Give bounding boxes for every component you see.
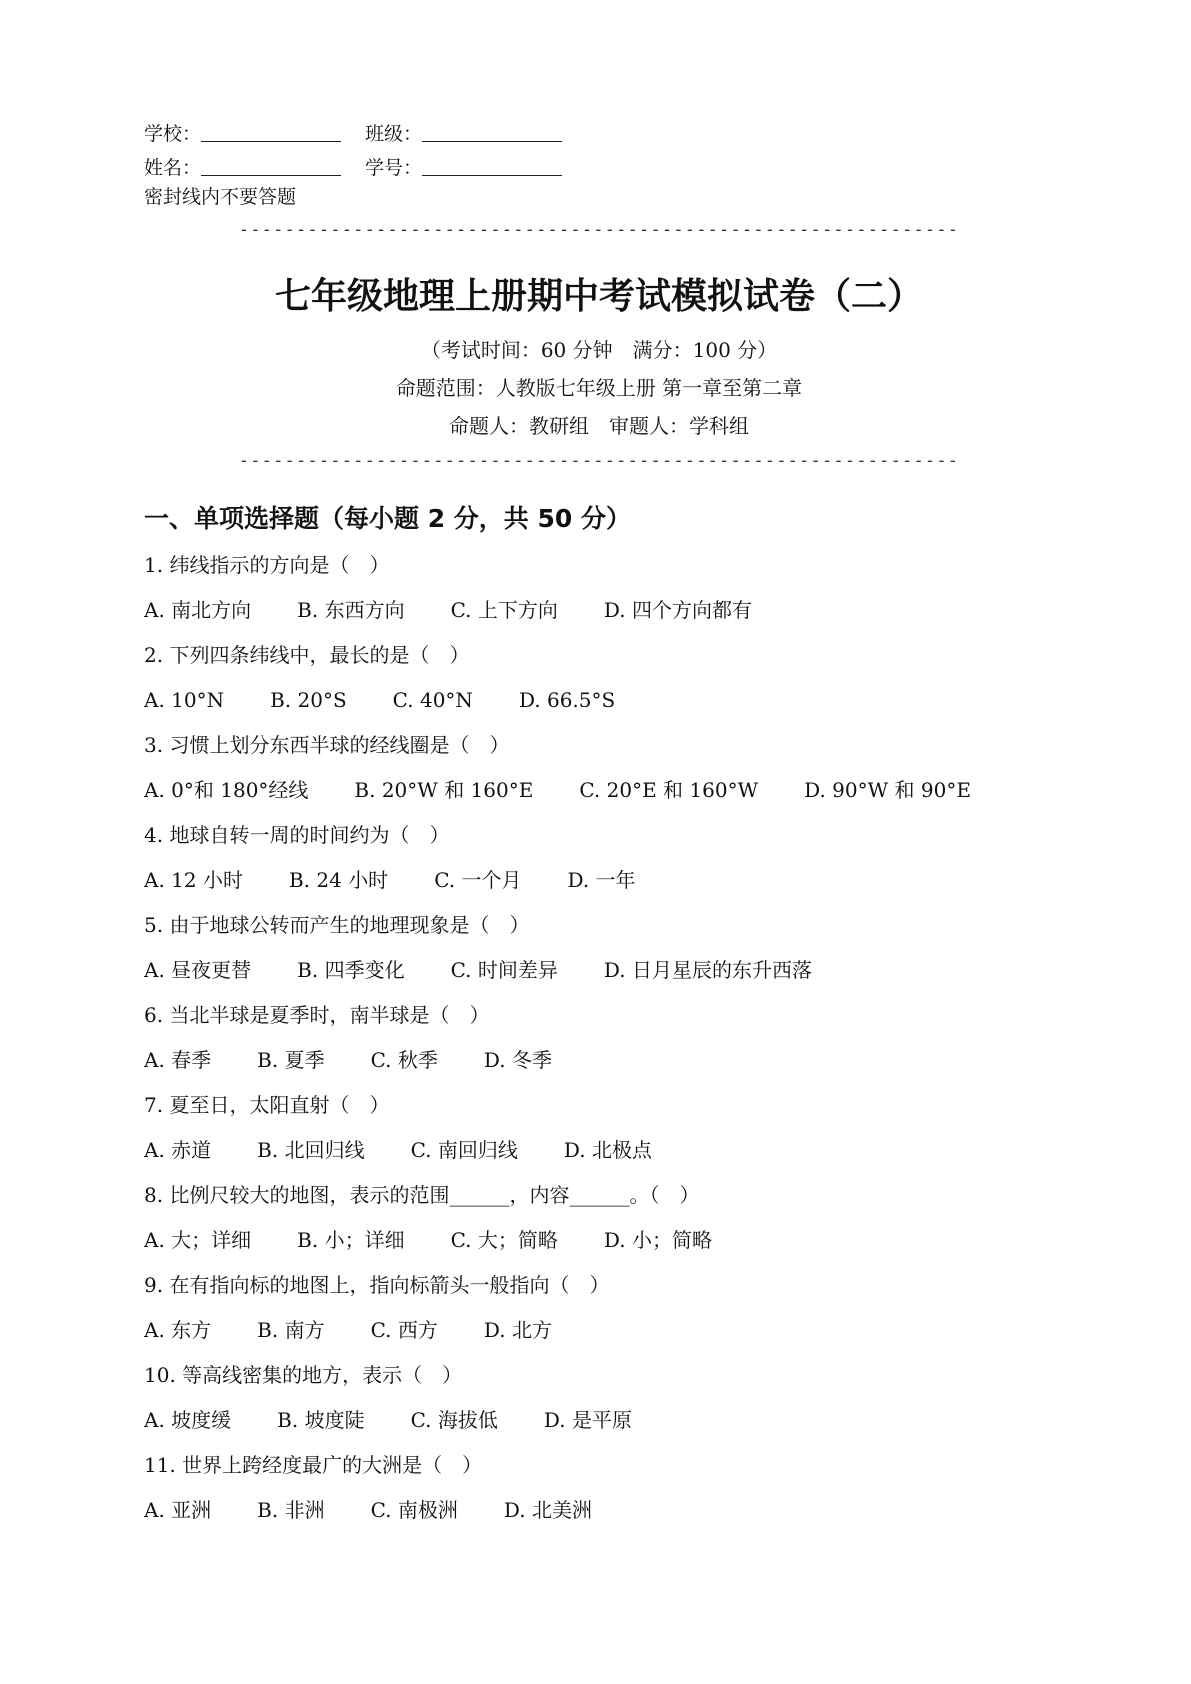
answer-option: D. 一年 [567, 868, 636, 892]
student-no-field [365, 153, 586, 180]
answer-option: B. 小；详细 [297, 1228, 405, 1252]
question-options [144, 948, 1054, 993]
answer-option: A. 南北方向 [144, 598, 252, 622]
answer-option: A. 亚洲 [144, 1498, 212, 1522]
exam-page [144, 112, 1054, 1533]
answer-option: A. 10°N [144, 688, 225, 712]
answer-option: C. 时间差异 [450, 958, 558, 982]
question-options [144, 1488, 1054, 1533]
answer-option: B. 东西方向 [297, 598, 405, 622]
answer-option: C. 上下方向 [450, 598, 558, 622]
class-blank [422, 141, 562, 142]
question-options [144, 1128, 1054, 1173]
exam-authors: 命题人：教研组 审题人：学科组 [449, 414, 749, 438]
answer-option: A. 昼夜更替 [144, 958, 252, 982]
answer-option: A. 大；详细 [144, 1228, 252, 1252]
answer-option: B. 坡度陡 [277, 1408, 365, 1432]
exam-scope: 命题范围：人教版七年级上册 第一章至第二章 [395, 376, 803, 400]
answer-option: C. 南极洲 [370, 1498, 458, 1522]
answer-option: B. 24 小时 [288, 868, 389, 892]
answer-option: C. 南回归线 [410, 1138, 518, 1162]
class-field [365, 119, 586, 146]
exam-title: 七年级地理上册期中考试模拟试卷（二） [274, 276, 923, 317]
question-options [144, 588, 1054, 633]
title-divider: --------------------------------------------------------------- [238, 451, 960, 471]
answer-option: A. 春季 [144, 1048, 212, 1072]
header-row-2 [144, 146, 1054, 180]
question-stem: 8. 比例尺较大的地图，表示的范围______，内容______。（ ） [144, 1183, 700, 1207]
school-blank [201, 141, 341, 142]
answer-option: B. 非洲 [257, 1498, 325, 1522]
answer-option: A. 赤道 [144, 1138, 212, 1162]
question-options [144, 858, 1054, 903]
answer-option: D. 北方 [483, 1318, 552, 1342]
answer-option: C. 大；简略 [450, 1228, 558, 1252]
section-heading: 一、单项选择题（每小题 2 分，共 50 分） [144, 504, 632, 533]
answer-option: A. 坡度缓 [144, 1408, 232, 1432]
answer-option: C. 20°E 和 160°W [579, 778, 759, 802]
name-label: 姓名： [144, 157, 202, 179]
name-field [144, 153, 365, 180]
question-options [144, 1038, 1054, 1083]
question-options [144, 768, 1054, 813]
answer-option: D. 小；简略 [603, 1228, 712, 1252]
student-no-blank [422, 175, 562, 176]
question-options [144, 1308, 1054, 1353]
answer-option: B. 夏季 [257, 1048, 325, 1072]
answer-option: C. 一个月 [434, 868, 522, 892]
answer-option: A. 东方 [144, 1318, 212, 1342]
school-field [144, 119, 365, 146]
header-row-1 [144, 112, 1054, 146]
question-options [144, 678, 1054, 723]
question-stem: 9. 在有指向标的地图上，指向标箭头一般指向（ ） [144, 1273, 610, 1297]
answer-option: C. 秋季 [370, 1048, 438, 1072]
answer-option: B. 南方 [257, 1318, 325, 1342]
answer-option: D. 90°W 和 90°E [804, 778, 971, 802]
class-label: 班级： [365, 123, 423, 145]
question-stem: 6. 当北半球是夏季时，南半球是（ ） [144, 1003, 490, 1027]
answer-option: D. 66.5°S [518, 688, 616, 712]
name-blank [201, 175, 341, 176]
question-stem: 5. 由于地球公转而产生的地理现象是（ ） [144, 913, 530, 937]
answer-option: C. 40°N [392, 688, 473, 712]
question-stem: 1. 纬线指示的方向是（ ） [144, 553, 390, 577]
question-stem: 10. 等高线密集的地方，表示（ ） [144, 1363, 463, 1387]
answer-option: D. 四个方向都有 [603, 598, 752, 622]
seal-divider: --------------------------------------------------------------- [238, 220, 960, 240]
question-stem: 7. 夏至日，太阳直射（ ） [144, 1093, 390, 1117]
answer-option: A. 0°和 180°经线 [144, 778, 309, 802]
answer-option: B. 20°W 和 160°E [354, 778, 534, 802]
answer-option: C. 海拔低 [410, 1408, 498, 1432]
answer-option: D. 日月星辰的东升西落 [603, 958, 812, 982]
question-stem: 2. 下列四条纬线中，最长的是（ ） [144, 643, 470, 667]
answer-option: B. 北回归线 [257, 1138, 365, 1162]
answer-option: D. 北美洲 [503, 1498, 592, 1522]
answer-option: D. 冬季 [483, 1048, 552, 1072]
question-options [144, 1218, 1054, 1263]
answer-option: C. 西方 [370, 1318, 438, 1342]
question-stem: 11. 世界上跨经度最广的大洲是（ ） [144, 1453, 483, 1477]
answer-option: B. 四季变化 [297, 958, 405, 982]
answer-option: D. 是平原 [543, 1408, 632, 1432]
question-stem: 3. 习惯上划分东西半球的经线圈是（ ） [144, 733, 510, 757]
question-stem: 4. 地球自转一周的时间约为（ ） [144, 823, 450, 847]
exam-time-score: （考试时间：60 分钟 满分：100 分） [420, 338, 778, 362]
student-no-label: 学号： [365, 157, 423, 179]
school-label: 学校： [144, 123, 202, 145]
answer-option: A. 12 小时 [144, 868, 243, 892]
answer-option: D. 北极点 [563, 1138, 652, 1162]
question-options [144, 1398, 1054, 1443]
answer-option: B. 20°S [270, 688, 347, 712]
seal-notice: 密封线内不要答题 [144, 186, 297, 208]
question-list [144, 543, 1054, 1533]
